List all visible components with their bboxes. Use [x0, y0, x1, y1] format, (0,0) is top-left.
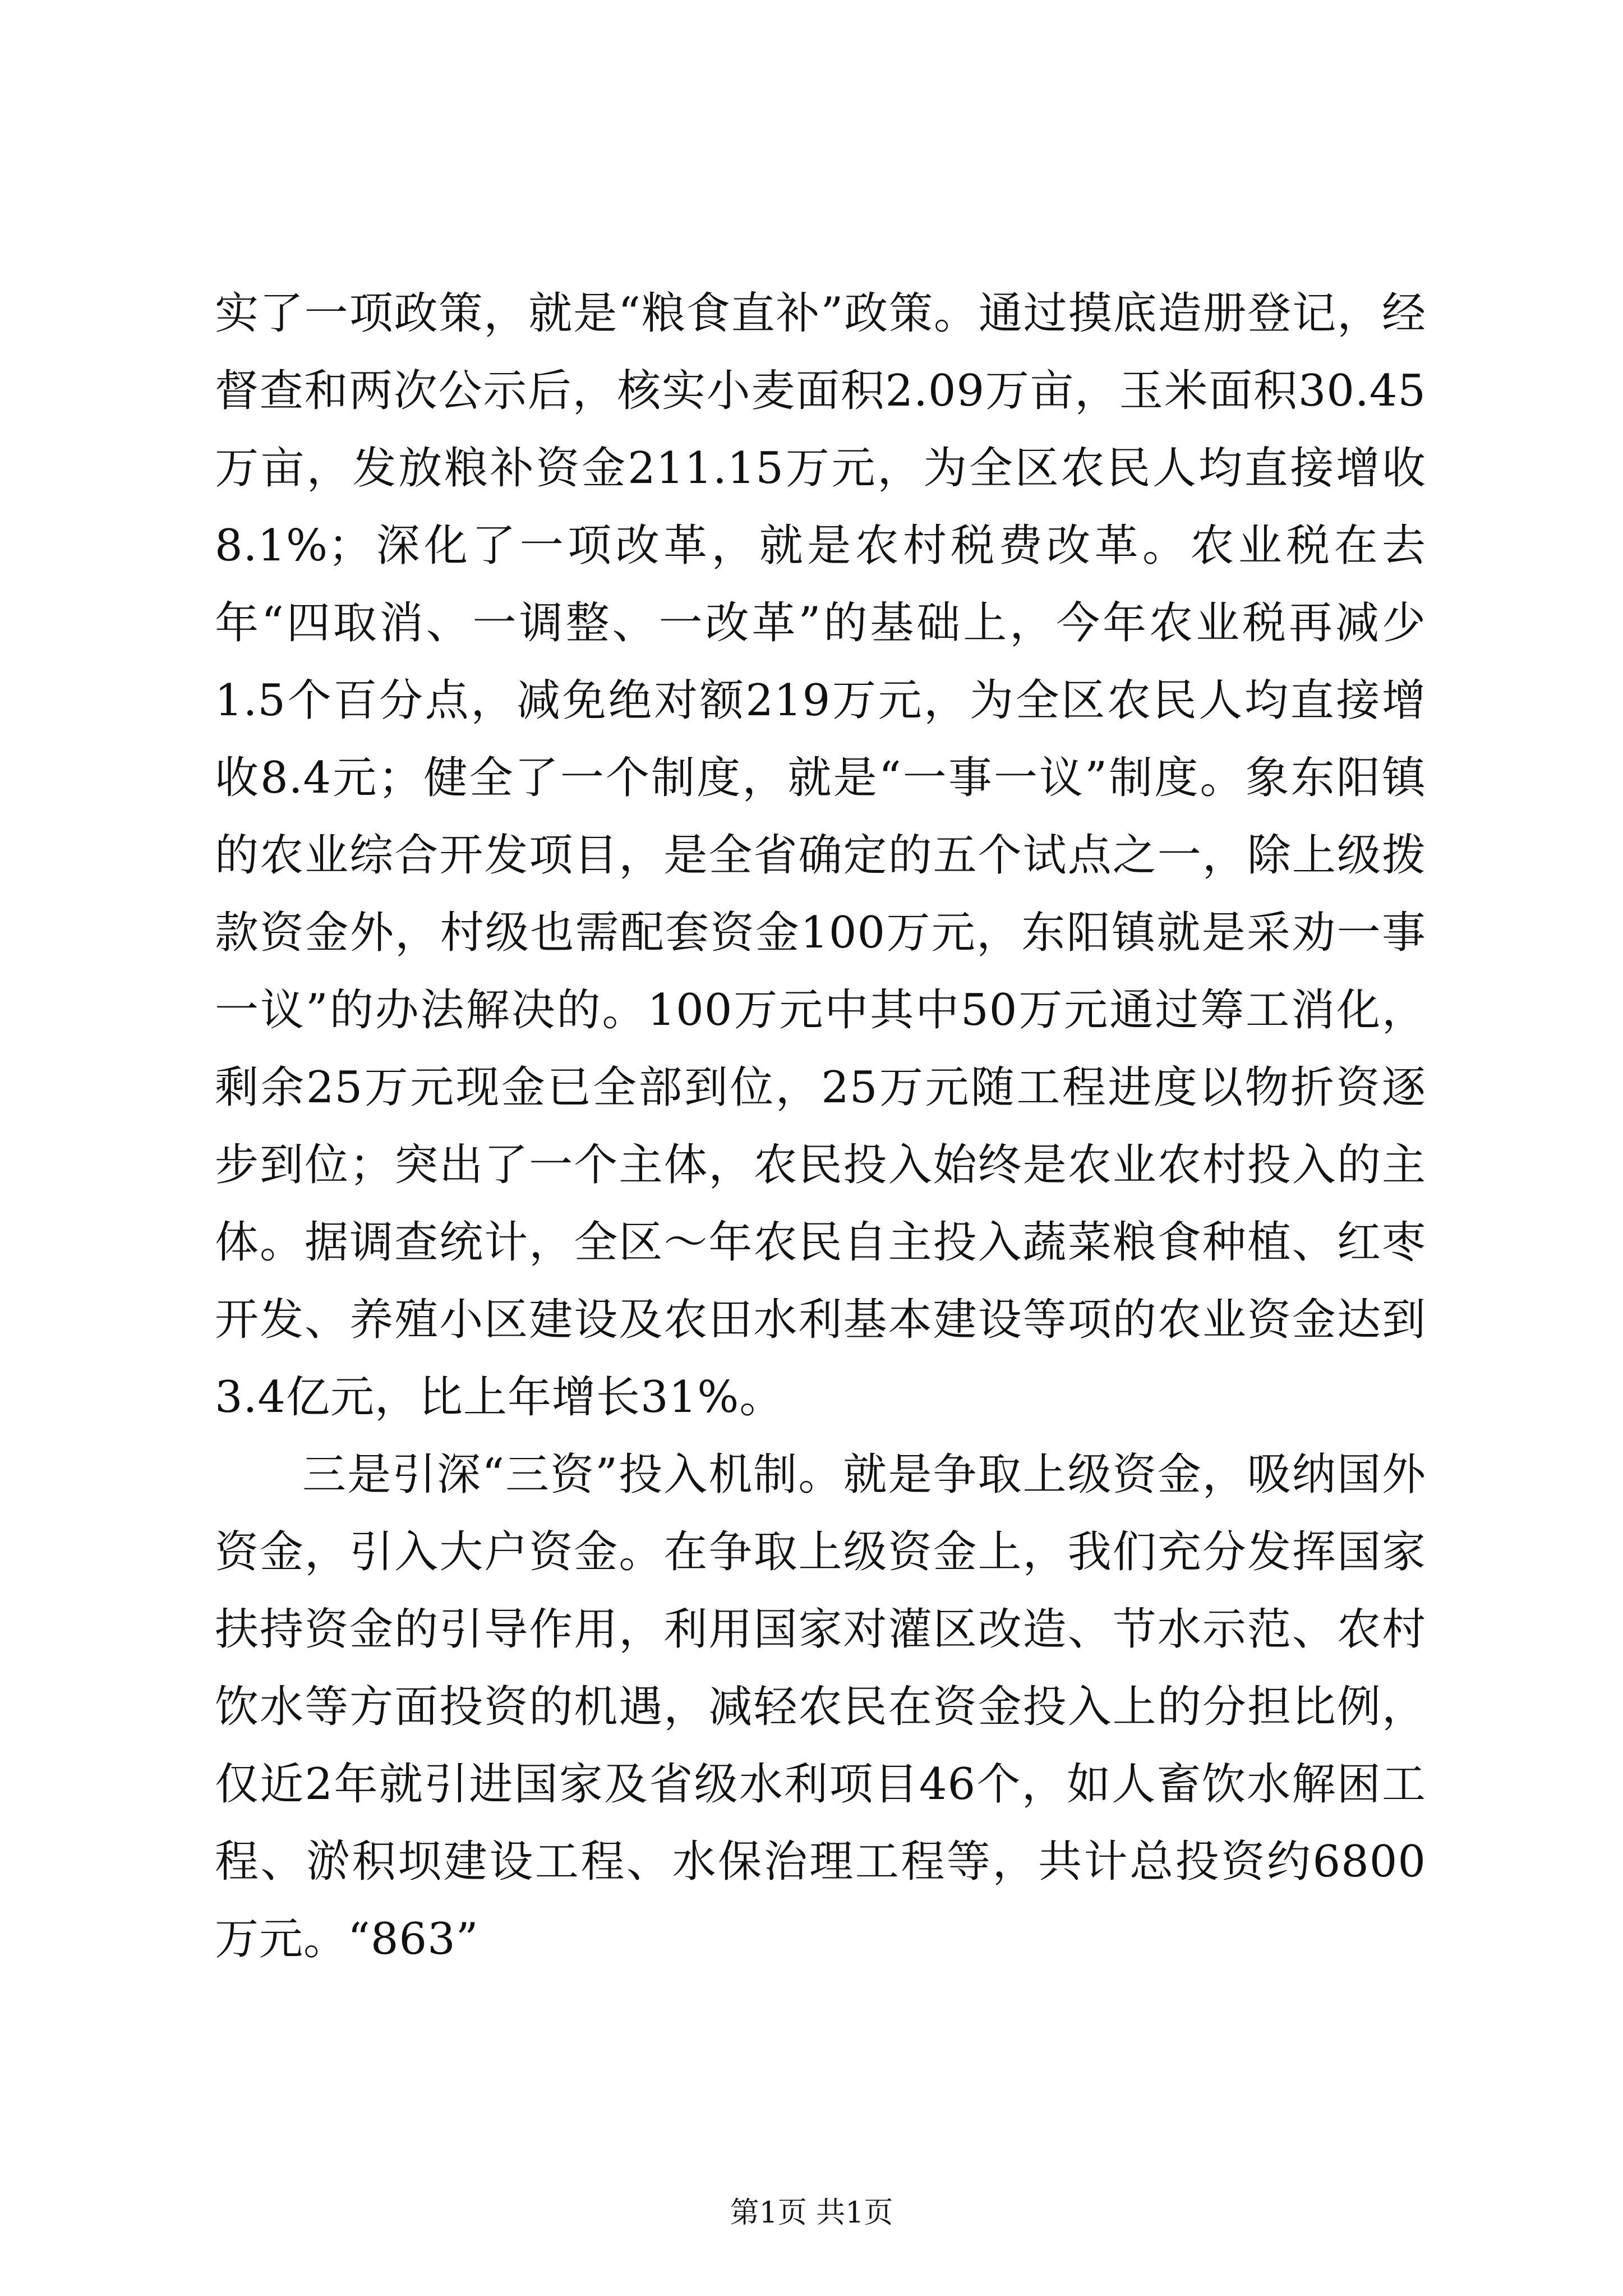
paragraph-2: 三是引深“三资”投入机制。就是争取上级资金，吸纳国外资金，引入大户资金。在争取上级资金上，我们充分发挥国家扶持资金的引导作用，利用国家对灌区改造、节水示范、农村饮水等方面投资的机遇，减轻农民在资金投入上的分担比例，仅近2年就引进国家及省级水利项目46个，如人畜饮水解困工程、淤积坝建设工程、水保治理工程等，共计总投资约6800万元。“863” [215, 1450, 1426, 1964]
page-footer: 第1页 共1页 [730, 2196, 893, 2230]
paragraph-1: 实了一项政策，就是“粮食直补”政策。通过摸底造册登记，经督查和两次公示后，核实小麦面积2.09万亩，玉米面积30.45万亩，发放粮补资金211.15万元，为全区农民人均直接增收8.1%；深化了一项改革，就是农村税费改革。农业税在去年“四取消、一调整、一改革”的基础上，今年农业税再减少1.5个百分点，减免绝对额219万元，为全区农民人均直接增收8.4元；健全了一个制度，就是“一事一议”制度。象东阳镇的农业综合开发项目，是全省确定的五个试点之一，除上级拨款资金外，村级也需配套资金100万元，东阳镇就是采劝一事一议”的办法解决的。100万元中其中50万元通过筹工消化，剩余25万元现金已全部到位，25万元随工程进度以物折资逐步到位；突出了一个主体，农民投入始终是农业农村投入的主体。据调查统计，全区～年农民自主投入蔬菜粮食种植、红枣开发、养殖小区建设及农田水利基本建设等项的农业资金达到3.4亿元，比上年增长31%。 [215, 288, 1426, 1423]
document-body [215, 275, 1426, 1978]
